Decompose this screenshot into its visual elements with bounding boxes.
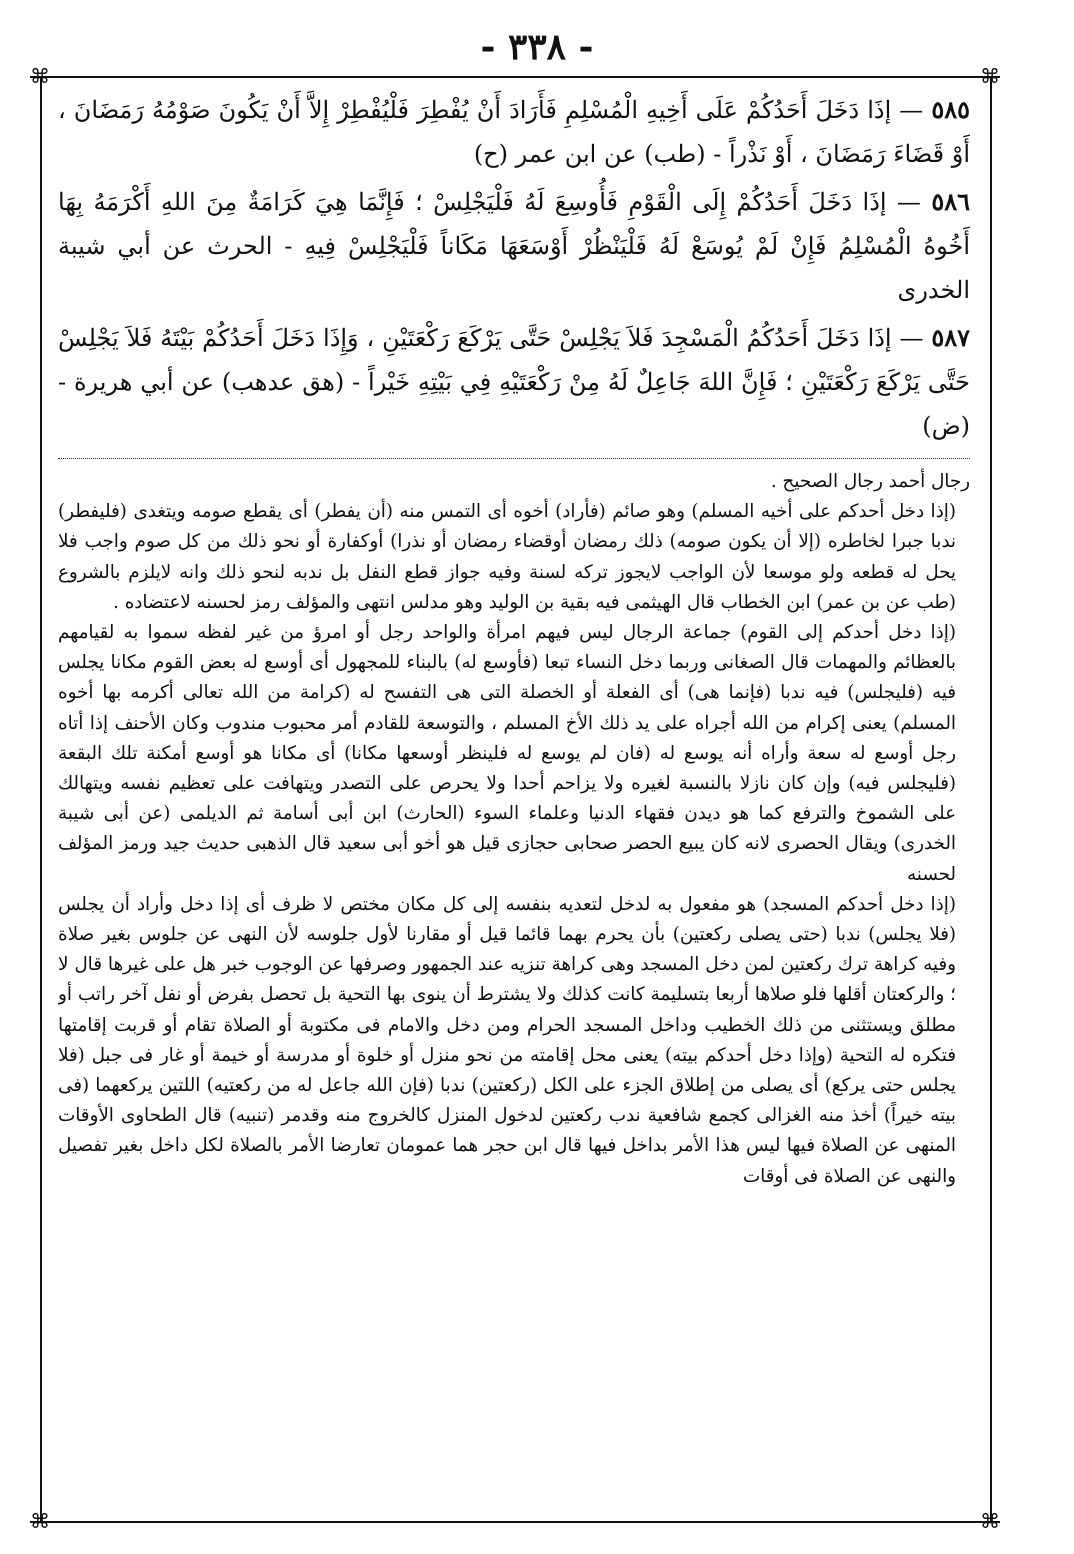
hadith-text: إذَا دَخَلَ أَحَدُكُمُ الْمَسْجِدَ فَلاَ يَجْلِسْ حَتَّى يَرْكَعَ رَكْعَتَيْنِ ، وَإِذَا دَخَلَ أَحَدُكُمْ بَيْتَهُ فَلاَ يَجْلِسْ حَتَّى يَرْكَعَ رَكْعَتَيْنِ ؛ فَإِنَّ اللهَ جَاعِلٌ لَهُ مِنْ رَكْعَتَيْهِ فِي بَيْتِهِ خَيْراً (58, 324, 970, 396)
page-body (58, 88, 970, 1513)
page-number: - ٣٣٨ - (480, 26, 594, 68)
corner-ornament-icon: ⌘ (30, 1509, 50, 1533)
hadith-source: - (هق عدهب) عن أبي هريرة - (ض) (58, 368, 970, 440)
hadith-source: - الحرث عن أبي شيبة الخدرى (58, 232, 970, 304)
hadith-entry: ٥٨٦ — إذَا دَخَلَ أَحَدُكُمْ إِلَى الْقَوْمِ فَأُوسِعَ لَهُ فَلْيَجْلِسْ ؛ فَإِنَّمَا هِيَ كَرَامَةٌ مِنَ اللهِ أَكْرَمَهُ بِهَا أَخُوهُ الْمُسْلِمُ فَإِنْ لَمْ يُوسَعْ لَهُ فَلْيَنْظُرْ أَوْسَعَهَا مَكَاناً فَلْيَجْلِسْ فِيهِ - الحرث عن أبي شيبة الخدرى (58, 187, 970, 304)
bottom-border-rule (30, 1521, 1000, 1523)
hadith-number: ٥٨٥ (931, 95, 970, 124)
corner-ornament-icon: ⌘ (980, 1509, 1000, 1533)
commentary-paragraph: (إذا دخل أحدكم على أخيه المسلم) وهو صائم (فأراد) أخوه أى التمس منه (أن يفطر) أى يقطع صومه ويتغدى (فليفطر) ندبا جبرا لخاطره (إلا أن يكون صومه) ذلك رمضان أوقضاء رمضان أو نذرا) أوكفارة أو نحو ذلك من كل صوم واجب فلا يحل له قطعه ولو موسعا لأن الواجب لايجوز تركه لسنة وفيه جواز قطع النفل بل ندبه لنحو ذلك وانه لايلزم بالشروع (طب عن بن عمر) ابن الخطاب قال الهيثمى فيه بقية بن الوليد وهو مدلس انتهى والمؤلف رمز لحسنه لاعتضاده . (58, 501, 956, 613)
corner-ornament-icon: ⌘ (980, 64, 1000, 88)
commentary-paragraph: (إذا دخل أحدكم المسجد) هو مفعول به لدخل لتعديه بنفسه إلى كل مكان مختص لا ظرف أى إذا دخل وأراد أن يجلس (فلا يجلس) ندبا (حتى يصلى ركعتين) بأن يحرم بهما قائما قيل أو مقارنا لأول جلوسه لأن النهى عن جلوس بغير صلاة وفيه كراهة ترك ركعتين لمن دخل المسجد وهى كراهة تنزيه عند الجمهور وصرفها عن الوجوب خبر هل على غيرها قال لا ؛ والركعتان أقلها فلو صلاها أربعا بتسليمة كانت كذلك ولا يشترط أن ينوى بها التحية بل تحصل بفرض أو نفل آخر راتب أو مطلق ويستثنى من ذلك الخطيب وداخل المسجد الحرام ومن دخل والامام فى مكتوبة أو الصلاة تقام أو قربت إقامتها فتكره له التحية (وإذا دخل أحدكم بيته) يعنى محل إقامته من نحو منزل أو خلوة أو مدرسة أو خيمة أو غار فى جبل (فلا يجلس حتى يركع) أى يصلى من إطلاق الجزء على الكل (ركعتين) ندبا (فإن الله جاعل له من ركعتيه) اللتين يركعهما (فى بيته خيراً) أخذ منه الغزالى كجمع شافعية ندب ركعتين لدخول المنزل كالخروج منه وقدمر (تنبيه) قال الطحاوى الأوقات المنهى عن الصلاة فيها ليس هذا الأمر بداخل فيها قال ابن حجر هما عمومان تعارضا الأمر بالصلاة لكل داخل بغير تفصيل والنهى عن الصلاة فى أوقات (58, 893, 956, 1187)
hadith-entry: ٥٨٧ — إذَا دَخَلَ أَحَدُكُمُ الْمَسْجِدَ فَلاَ يَجْلِسْ حَتَّى يَرْكَعَ رَكْعَتَيْنِ ، وَإِذَا دَخَلَ أَحَدُكُمْ بَيْتَهُ فَلاَ يَجْلِسْ حَتَّى يَرْكَعَ رَكْعَتَيْنِ ؛ فَإِنَّ اللهَ جَاعِلٌ لَهُ مِنْ رَكْعَتَيْهِ فِي بَيْتِهِ خَيْراً - (هق عدهب) عن أبي هريرة - (ض) (58, 323, 970, 440)
hadith-text: إذَا دَخَلَ أَحَدُكُمْ إِلَى الْقَوْمِ فَأُوسِعَ لَهُ فَلْيَجْلِسْ ؛ فَإِنَّمَا هِيَ كَرَامَةٌ مِنَ اللهِ أَكْرَمَهُ بِهَا أَخُوهُ الْمُسْلِمُ فَإِنْ لَمْ يُوسَعْ لَهُ فَلْيَنْظُرْ أَوْسَعَهَا مَكَاناً فَلْيَجْلِسْ فِيهِ (58, 188, 970, 260)
commentary-paragraph: (إذا دخل أحدكم إلى القوم) جماعة الرجال ليس فيهم امرأة والواحد رجل أو امرؤ من غير لفظه سموا به لقيامهم بالعظائم والمهمات قال الصغانى وربما دخل النساء تبعا (فأوسع له) بالبناء للمجهول أى أوسع له بعض القوم مكانا يجلس فيه (فليجلس) فيه ندبا (فإنما هى) أى الفعلة أو الخصلة التى هى التفسح له (كرامة من الله تعالى أكرمه بها أخوه المسلم) يعنى إكرام من الله أجراه على يد ذلك الأخ المسلم ، والتوسعة للقادم أمر محبوب مندوب وكان الأحنف إذا أتاه رجل أوسع له سعة وأراه أنه يوسع له (فان لم يوسع له فلينظر أوسعها مكانا) أى مكانا هو أوسع أمكنة تلك البقعة (فليجلس فيه) وإن كان نازلا بالنسبة لغيره ولا يزاحم أحدا ولا يحرص على التصدر ويتهافت على تعظيم نفسه ويتهالك على الشموخ والترفع كما هو ديدن فقهاء الدنيا وعلماء السوء (الحارث) ابن أبى أسامة ثم الديلمى (عن أبى شيبة الخدرى) ويقال الحصرى لانه كان يبيع الحصر صحابى حجازى قيل هو أخو أبى سعيد قال الذهبى حديث جيد ورمز المؤلف لحسنه (58, 622, 956, 885)
hadith-number: ٥٨٧ (931, 323, 970, 352)
section-divider (58, 458, 970, 459)
hadith-entry: ٥٨٥ — إذَا دَخَلَ أَحَدُكُمْ عَلَى أَخِيهِ الْمُسْلِمِ فَأَرَادَ أَنْ يُفْطِرَ فَلْيُفْطِرْ إِلاَّ أَنْ يَكُونَ صَوْمُهُ رَمَضَانَ ، أَوْ قَضَاءَ رَمَضَانَ ، أَوْ نَذْراً - (طب) عن ابن عمر (ح) (58, 95, 970, 168)
corner-ornament-icon: ⌘ (30, 64, 50, 88)
commentary-paragraph: رجال أحمد رجال الصحيح . (770, 471, 970, 492)
hadith-source: - (طب) عن ابن عمر (ح) (473, 140, 722, 168)
hadith-text: إذَا دَخَلَ أَحَدُكُمْ عَلَى أَخِيهِ الْمُسْلِمِ فَأَرَادَ أَنْ يُفْطِرَ فَلْيُفْطِرْ إِلاَّ أَنْ يَكُونَ صَوْمُهُ رَمَضَانَ ، أَوْ قَضَاءَ رَمَضَانَ ، أَوْ نَذْراً (58, 96, 970, 168)
hadith-number: ٥٨٦ (931, 187, 970, 216)
